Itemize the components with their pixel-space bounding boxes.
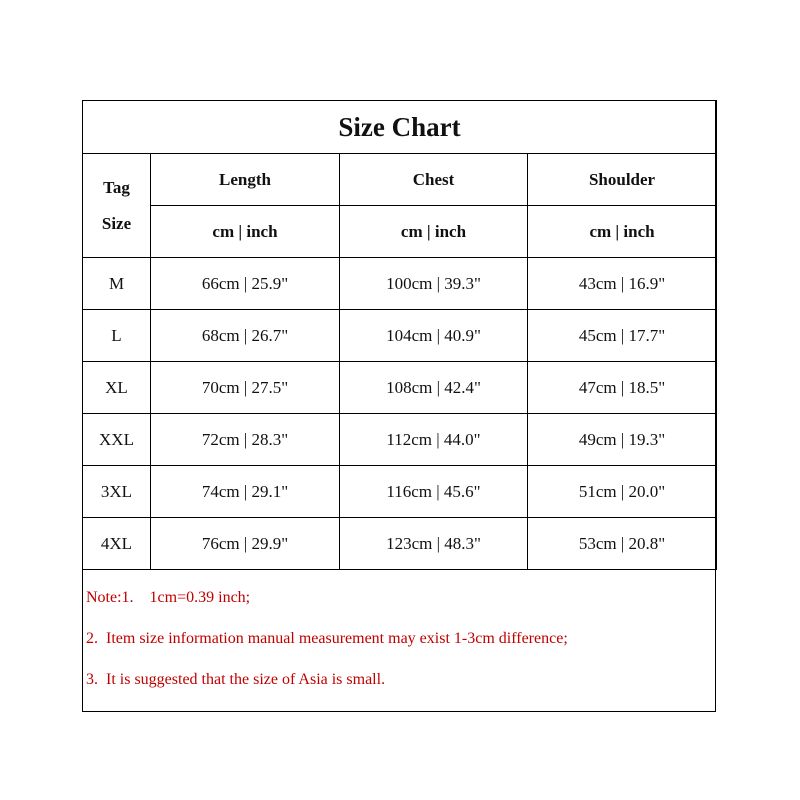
shoulder-cell: 51cm | 20.0": [528, 466, 717, 518]
shoulder-cell: 49cm | 19.3": [528, 414, 717, 466]
size-table: [82, 100, 717, 570]
tag-header-line-1: Tag: [103, 177, 130, 197]
table-row: [83, 258, 717, 310]
column-header-shoulder: Shoulder: [528, 154, 717, 206]
chest-cell: 108cm | 42.4": [340, 362, 528, 414]
unit-shoulder: cm | inch: [528, 206, 717, 258]
size-cell: 3XL: [83, 466, 151, 518]
length-cell: 70cm | 27.5": [151, 362, 340, 414]
chest-cell: 123cm | 48.3": [340, 518, 528, 570]
chest-cell: 104cm | 40.9": [340, 310, 528, 362]
shoulder-cell: 53cm | 20.8": [528, 518, 717, 570]
size-cell: 4XL: [83, 518, 151, 570]
table-row: [83, 414, 717, 466]
shoulder-cell: 47cm | 18.5": [528, 362, 717, 414]
chest-cell: 116cm | 45.6": [340, 466, 528, 518]
size-cell: M: [83, 258, 151, 310]
column-header-length: Length: [151, 154, 340, 206]
table-row: [83, 466, 717, 518]
note-2: 2. Item size information manual measurement may exist 1-3cm difference;: [86, 630, 568, 647]
column-header-chest: Chest: [340, 154, 528, 206]
chest-cell: 100cm | 39.3": [340, 258, 528, 310]
table-row: [83, 518, 717, 570]
chest-cell: 112cm | 44.0": [340, 414, 528, 466]
shoulder-cell: 45cm | 17.7": [528, 310, 717, 362]
note-3: 3. It is suggested that the size of Asia is small.: [86, 671, 386, 688]
table-row: [83, 362, 717, 414]
shoulder-cell: 43cm | 16.9": [528, 258, 717, 310]
length-cell: 66cm | 25.9": [151, 258, 340, 310]
chart-title: Size Chart: [83, 101, 717, 154]
length-cell: 74cm | 29.1": [151, 466, 340, 518]
note-1: Note:1. 1cm=0.39 inch;: [86, 589, 251, 606]
length-cell: 72cm | 28.3": [151, 414, 340, 466]
length-cell: 76cm | 29.9": [151, 518, 340, 570]
size-cell: XXL: [83, 414, 151, 466]
tag-header-line-2: Size: [101, 213, 132, 233]
unit-chest: cm | inch: [340, 206, 528, 258]
unit-length: cm | inch: [151, 206, 340, 258]
size-cell: XL: [83, 362, 151, 414]
size-chart: [82, 100, 716, 712]
size-cell: L: [83, 310, 151, 362]
length-cell: 68cm | 26.7": [151, 310, 340, 362]
tag-size-header: [83, 154, 151, 258]
table-row: [83, 310, 717, 362]
